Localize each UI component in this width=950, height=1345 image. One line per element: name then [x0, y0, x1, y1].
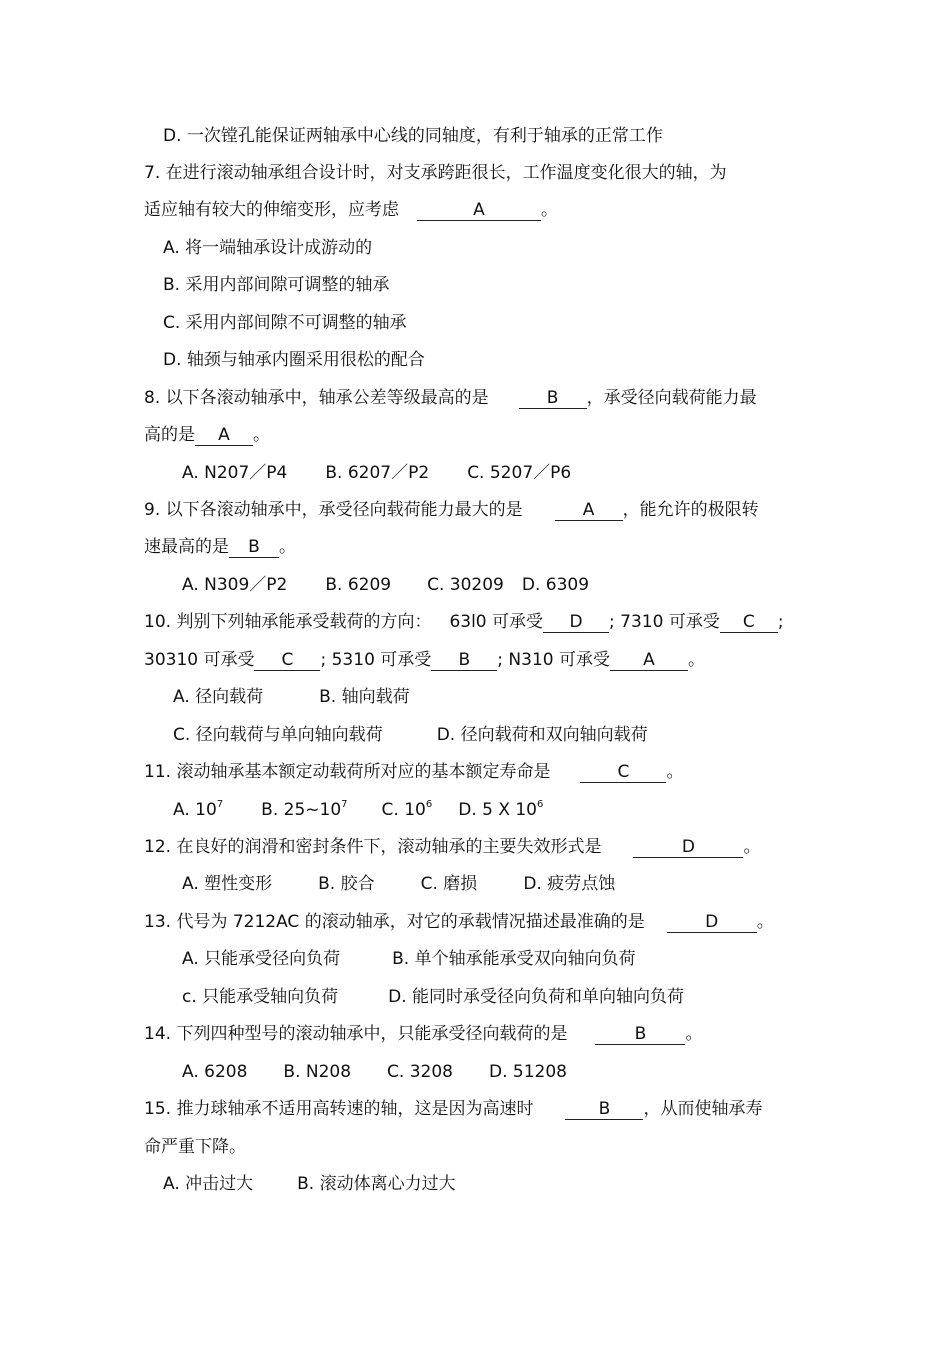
question-text: 14. 下列四种型号的滚动轴承中，只能承受径向载荷的是: [144, 1024, 568, 1044]
question-text: ，承受径向载荷能力最: [586, 388, 757, 408]
answer-blank: B: [519, 388, 587, 409]
option-7c: C. 采用内部间隙不可调整的轴承: [163, 313, 407, 333]
punct: 。: [688, 650, 705, 670]
option-10c: C. 径向载荷与单向轴向载荷: [173, 725, 383, 745]
option-12a: A. 塑性变形: [182, 874, 273, 894]
option-13d: D. 能同时承受径向负荷和单向轴向负荷: [388, 987, 685, 1007]
exponent: 6: [537, 799, 544, 810]
option-10b: B. 轴向载荷: [319, 687, 410, 707]
option-9c: C. 30209: [427, 575, 504, 595]
question-10-line-2: [144, 649, 705, 671]
question-text: ; N310 可承受: [497, 650, 610, 670]
option-8a: A. N207／P4: [182, 463, 288, 483]
option-7b: B. 采用内部间隙可调整的轴承: [163, 275, 390, 295]
option-13a: A. 只能承受径向负荷: [182, 949, 341, 969]
options-13-row-2: [182, 986, 684, 1008]
question-text: 8. 以下各滚动轴承中，轴承公差等级最高的是: [144, 388, 489, 408]
question-text: 9. 以下各滚动轴承中，承受径向载荷能力最大的是: [144, 500, 523, 520]
punct: 。: [756, 912, 774, 932]
option-12d: D. 疲劳点蚀: [523, 874, 616, 894]
answer-blank: B: [565, 1099, 643, 1120]
options-8: [182, 462, 571, 484]
exponent: 6: [425, 799, 433, 810]
option-12c: C. 磨损: [420, 874, 478, 894]
punct: 。: [279, 537, 296, 557]
question-text: 30310 可承受: [144, 650, 255, 670]
answer-blank: D: [543, 612, 609, 633]
answer-blank: B: [431, 650, 497, 671]
punct: 。: [541, 200, 558, 220]
question-text: 63l0 可承受: [449, 612, 544, 632]
exponent: 7: [216, 799, 224, 810]
option-10a: A. 径向载荷: [173, 687, 264, 707]
question-text: 15. 推力球轴承不适用高转速的轴，这是因为高速时: [144, 1099, 534, 1119]
punct: 。: [743, 837, 761, 857]
options-13-row-1: [182, 948, 636, 970]
option-11c: C. 10: [381, 800, 426, 820]
punct: 。: [685, 1024, 703, 1044]
answer-blank: A: [417, 200, 541, 221]
question-text: 速最高的是: [144, 537, 229, 557]
question-text: ; 5310 可承受: [320, 650, 432, 670]
answer-blank: B: [229, 537, 279, 558]
options-12: [182, 873, 615, 895]
question-11: [144, 761, 683, 783]
option-8b: B. 6207／P2: [325, 463, 430, 483]
option-15b: B. 滚动体离心力过大: [297, 1174, 456, 1194]
question-9-line-1: [144, 499, 759, 521]
options-11: [173, 799, 543, 821]
question-text: 10. 判别下列轴承能承受载荷的方向：: [144, 612, 432, 632]
options-9: [182, 574, 589, 596]
option-14a: A. 6208: [182, 1062, 248, 1082]
option-11d: D. 5 X 10: [458, 800, 538, 820]
options-10-row-1: [173, 686, 410, 708]
option-8c: C. 5207／P6: [467, 463, 572, 483]
question-14: [144, 1023, 702, 1045]
question-12: [144, 836, 760, 858]
answer-blank: A: [610, 650, 688, 671]
question-15-line-1: [144, 1098, 762, 1120]
answer-blank: C: [580, 762, 666, 783]
question-7-line-1: 7. 在进行滚动轴承组合设计时，对支承跨距很长，工作温度变化很大的轴，为: [144, 163, 727, 183]
options-15: [163, 1173, 456, 1195]
question-15-line-2: 命严重下降。: [144, 1137, 246, 1157]
question-7-line-2: [144, 199, 558, 221]
answer-blank: A: [555, 500, 623, 521]
question-text: 适应轴有较大的伸缩变形，应考虑: [144, 200, 399, 220]
options-14: [182, 1061, 567, 1083]
option-14b: B. N208: [283, 1062, 352, 1082]
option-15a: A. 冲击过大: [163, 1174, 254, 1194]
punct: ;: [777, 612, 784, 632]
option-13b: B. 单个轴承能承受双向轴向负荷: [392, 949, 636, 969]
exponent: 7: [341, 799, 348, 810]
answer-blank: D: [667, 912, 757, 933]
option-11a: A. 10: [173, 800, 217, 820]
option-9a: A. N309／P2: [182, 575, 288, 595]
question-text: ; 7310 可承受: [609, 612, 720, 632]
question-text: ，从而使轴承寿: [643, 1099, 763, 1119]
answer-blank: D: [633, 837, 743, 858]
question-text: 13. 代号为 7212AC 的滚动轴承，对它的承载情况描述最准确的是: [144, 912, 645, 932]
option-14c: C. 3208: [387, 1062, 453, 1082]
punct: 。: [666, 762, 684, 782]
question-8-line-2: [144, 424, 270, 446]
question-text: 高的是: [144, 425, 195, 445]
option-10d: D. 径向载荷和双向轴向载荷: [436, 725, 648, 745]
option-9d: D. 6309: [521, 575, 590, 595]
option-7a: A. 将一端轴承设计成游动的: [163, 238, 373, 258]
option-12b: B. 胶合: [318, 874, 375, 894]
question-9-line-2: [144, 536, 296, 558]
option-9b: B. 6209: [325, 575, 392, 595]
answer-blank: C: [720, 612, 778, 633]
options-10-row-2: [173, 724, 648, 746]
question-text: 12. 在良好的润滑和密封条件下，滚动轴承的主要失效形式是: [144, 837, 602, 857]
option-14d: D. 51208: [489, 1062, 567, 1082]
question-8-line-1: [144, 387, 757, 409]
answer-blank: C: [254, 650, 320, 671]
question-text: 11. 滚动轴承基本额定动载荷所对应的基本额定寿命是: [144, 762, 551, 782]
option-13c: c. 只能承受轴向负荷: [182, 987, 339, 1007]
option-7d: D. 轴颈与轴承内圈采用很松的配合: [163, 350, 425, 370]
option-11b: B. 25~10: [261, 800, 342, 820]
answer-blank: A: [195, 425, 253, 446]
option-6d: D. 一次镗孔能保证两轴承中心线的同轴度，有利于轴承的正常工作: [163, 126, 663, 146]
question-10-line-1: [144, 611, 784, 633]
question-13: [144, 911, 774, 933]
punct: 。: [253, 425, 270, 445]
question-text: ，能允许的极限转: [622, 500, 759, 520]
answer-blank: B: [595, 1024, 685, 1045]
